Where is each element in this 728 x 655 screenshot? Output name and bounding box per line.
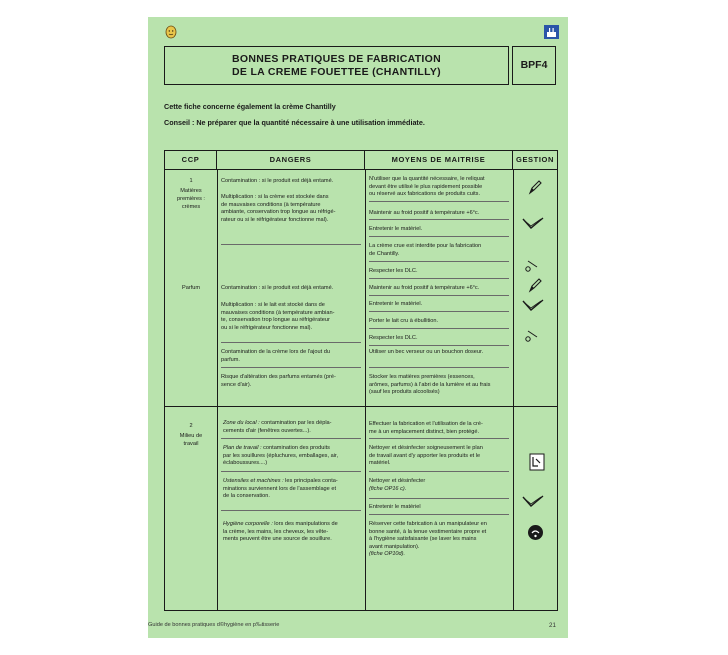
danger-text: Contamination : si le produit est déjà entamé. — [221, 285, 334, 291]
pencil-icon — [527, 277, 543, 293]
col-header-moyens: MOYENS DE MAITRISE — [365, 151, 513, 169]
title-line-1: BONNES PRATIQUES DE FABRICATION — [231, 53, 441, 65]
danger-text: Hygiène corporelle : lors des manipulations de la crème, les mains, les cheveux, les vête- ments peuvent être une source de souillure. — [223, 521, 338, 543]
control-measure: N'utiliser que la quantité nécessaire, le reliquat devant être utilisé le plus rapidement possible ou réservé aux fabrications de produits cuits. — [369, 176, 485, 198]
row-separator — [369, 219, 509, 220]
ccp1-number: 1 — [189, 178, 193, 184]
danger-text: Multiplication : si la crème est stockée dans de mauvaises conditions (à température ambiante, conservation trop longue au réfrigé- rateur ou si le réfrigérateur fonctionne mal). — [221, 194, 336, 223]
footer-guide-title: Guide de bonnes pratiques d©hygiène en p‰tisserie — [148, 622, 280, 628]
check-icon — [522, 495, 544, 509]
thermometer-icon — [525, 259, 539, 273]
row-separator — [369, 278, 509, 279]
title-line-2: DE LA CREME FOUETTEE (CHANTILLY) — [232, 66, 441, 78]
control-measure: Entretenir le matériel — [369, 504, 421, 510]
row-separator — [369, 514, 509, 515]
ccp1-label-3: crèmes — [181, 204, 201, 210]
intro-line-2: Conseil : Ne préparer que la quantité nécessaire à une utilisation immédiate. — [164, 118, 425, 127]
row-separator — [221, 244, 361, 245]
ccp1-label-1: Matières — [180, 188, 202, 194]
row-separator — [221, 438, 361, 439]
chef-logo-icon — [165, 25, 177, 39]
cleaning-icon — [529, 453, 545, 471]
thermometer-icon — [525, 329, 539, 343]
row-separator — [221, 367, 361, 368]
control-measure: Effectuer la fabrication et l'utilisation de la cré- me à un emplacement distinct, bien protégé. — [369, 421, 483, 435]
control-measure: La crème crue est interdite pour la fabrication de Chantilly. — [369, 243, 482, 257]
intro-line-1: Cette fiche concerne également la crème Chantilly — [164, 102, 336, 111]
row-separator — [369, 261, 509, 262]
col-header-gestion: GESTION — [516, 155, 554, 164]
row-separator — [369, 345, 509, 346]
control-measure: Utiliser un bec verseur ou un bouchon doseur. — [369, 349, 484, 355]
sheet-code: BPF4 — [512, 46, 556, 85]
ccp2-label-2: travail — [183, 441, 199, 447]
cake-logo-icon — [544, 25, 559, 39]
pencil-icon — [527, 179, 543, 195]
haccp-table — [164, 150, 558, 611]
header-rule — [165, 169, 557, 170]
col-header-ccp: CCP — [165, 151, 217, 169]
row-separator — [369, 201, 509, 202]
ccp1-label-2: premières : — [177, 196, 205, 202]
control-measure: Nettoyer et désinfecter (fiche OP16 c). — [369, 478, 426, 492]
ccp2-number: 2 — [189, 423, 193, 429]
danger-text: Contamination : si le produit est déjà entamé. — [221, 178, 334, 184]
row-separator — [369, 471, 509, 472]
control-measure: Respecter les DLC. — [369, 268, 418, 274]
danger-text: Ustensiles et machines : les principales conta- minations surviennent lors de l'assemblage et de la conservation. — [223, 478, 338, 500]
control-measure: Maintenir au froid positif à température +6°c. — [369, 285, 480, 291]
control-measure: Respecter les DLC. — [369, 335, 418, 341]
control-measure: Réserver cette fabrication à un manipulateur en bonne santé, à la tenue vestimentaire propre et à l'hygiène satisfaisante (se laver les mains avant manipulation). (fiche OP10d). — [369, 521, 487, 558]
col-divider — [217, 169, 218, 610]
ccp1-parfum: Parfum — [181, 285, 201, 291]
row-separator — [369, 236, 509, 237]
col-header-dangers: DANGERS — [217, 151, 365, 169]
row-separator — [369, 311, 509, 312]
ccp-group-rule — [165, 406, 557, 407]
handwash-icon — [527, 524, 544, 541]
ccp2-label-1: Milieu de — [179, 433, 203, 439]
row-separator — [221, 342, 361, 343]
danger-text: Plan de travail : contamination des produits par les souillures (épluchures, emballages, air, éclaboussures....) — [223, 445, 339, 467]
danger-text: Risque d'altération des parfums entamés (pré- sence d'air). — [221, 374, 336, 388]
row-separator — [221, 510, 361, 511]
row-separator — [369, 438, 509, 439]
control-measure: Entretenir le matériel. — [369, 301, 423, 307]
row-separator — [221, 471, 361, 472]
col-divider — [365, 169, 366, 610]
row-separator — [369, 367, 509, 368]
control-measure: Stocker les matières premières (essences, arômes, parfums) à l'abri de la lumière et au frais (sauf les produits alcoolisés) — [369, 374, 491, 396]
col-divider — [513, 169, 514, 610]
control-measure: Maintenir au froid positif à température +6°c. — [369, 210, 480, 216]
control-measure: Porter le lait cru à ébullition. — [369, 318, 439, 324]
title-box — [164, 46, 509, 85]
danger-text: Multiplication : si le lait est stocké dans de mauvaises conditions (à température ambian- te, conservation trop longue au réfrigérateur ou si le réfrigérateur fonctionne mal). — [221, 302, 335, 331]
page-number: 21 — [549, 622, 556, 629]
control-measure: Nettoyer et désinfecter soigneusement le plan de travail avant d'y apporter les produits et le matériel. — [369, 445, 483, 467]
danger-text: Contamination de la crème lors de l'ajout du parfum. — [221, 349, 330, 363]
danger-text: Zone du local : contamination par les dépla- cements d'air (fenêtres ouvertes...). — [223, 420, 332, 434]
row-separator — [369, 328, 509, 329]
row-separator — [369, 295, 509, 296]
row-separator — [369, 498, 509, 499]
control-measure: Entretenir le matériel. — [369, 226, 423, 232]
check-icon — [522, 217, 544, 231]
check-icon — [522, 299, 544, 313]
